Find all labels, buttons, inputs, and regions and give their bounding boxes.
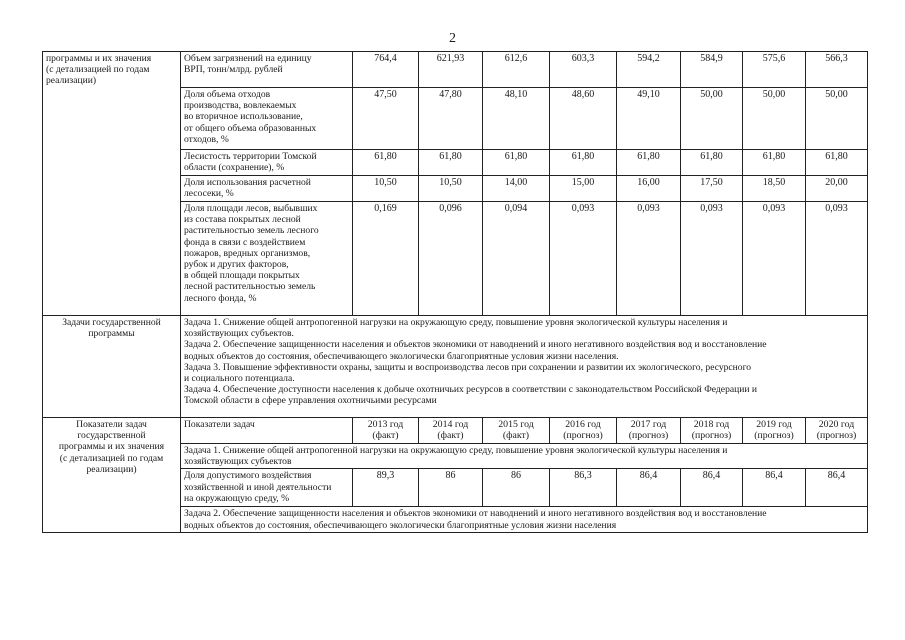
year-kind: (факт): [372, 430, 399, 441]
value-cell: 15,00: [550, 176, 617, 202]
value-cell: 584,9: [681, 52, 743, 88]
column-header-year: [806, 418, 868, 444]
indicator-name: Лесистость территории Томской области (сохранение), %: [181, 150, 353, 176]
section-label-program-indicators: [43, 52, 181, 316]
task-text: Задача 4. Обеспечение доступности населения к добыче охотничьих ресурсов в соответствии с законодательством Российской Федерации и Томской области в сфере управления охотничьими ресурсами: [184, 384, 758, 407]
task-text: Задача 2. Обеспечение защищенности населения и объектов экономики от наводнений и иного негативного воздействия вод и восстановление водных объектов до состояния, обеспечивающего экологически благоприятные условия жизни населения.: [184, 339, 767, 362]
value-cell: 89,3: [353, 469, 419, 507]
value-cell: 0,093: [550, 202, 617, 316]
value-cell: 86,4: [743, 469, 806, 507]
column-header-year: [483, 418, 550, 444]
indicator-name: Объем загрязнений на единицу ВРП, тонн/млрд. рублей: [181, 52, 353, 88]
section-label-tasks: [43, 316, 181, 418]
value-cell: 86: [483, 469, 550, 507]
value-cell: 612,6: [483, 52, 550, 88]
value-cell: 18,50: [743, 176, 806, 202]
value-cell: 0,096: [419, 202, 483, 316]
value-cell: 10,50: [353, 176, 419, 202]
column-header-year: [681, 418, 743, 444]
value-cell: 61,80: [483, 150, 550, 176]
section-label-text: Задачи государственной программы: [62, 317, 161, 340]
task-text: Задача 3. Повышение эффективности охраны, защиты и воспроизводства лесов при сохранении и развитии их экологического, ресурсного и социального потенциала.: [184, 361, 752, 385]
column-header-year: [419, 418, 483, 444]
year-label: 2016 год: [565, 419, 601, 430]
year-label: 2018 год: [693, 419, 730, 430]
column-header-year: [353, 418, 419, 444]
value-cell: 47,80: [419, 88, 483, 150]
section-label-task-indicators: [43, 418, 181, 533]
column-header-indicators: Показатели задач: [181, 418, 353, 444]
tasks-cell: [181, 316, 868, 418]
value-cell: 575,6: [743, 52, 806, 88]
year-kind: (факт): [437, 430, 464, 441]
value-cell: 50,00: [681, 88, 743, 150]
year-kind: (прогноз): [816, 430, 857, 441]
value-cell: 0,093: [617, 202, 681, 316]
value-cell: 86,4: [617, 469, 681, 507]
value-cell: 48,10: [483, 88, 550, 150]
value-cell: 603,3: [550, 52, 617, 88]
value-cell: 566,3: [806, 52, 868, 88]
value-cell: 49,10: [617, 88, 681, 150]
value-cell: 61,80: [353, 150, 419, 176]
value-cell: 20,00: [806, 176, 868, 202]
value-cell: 0,169: [353, 202, 419, 316]
value-cell: 47,50: [353, 88, 419, 150]
value-cell: 621,93: [419, 52, 483, 88]
value-cell: 14,00: [483, 176, 550, 202]
year-kind: (прогноз): [628, 430, 669, 441]
value-cell: 10,50: [419, 176, 483, 202]
value-cell: 61,80: [419, 150, 483, 176]
indicator-name: Доля допустимого воздействия хозяйственной и иной деятельности на окружающую среду, %: [181, 469, 353, 507]
year-label: 2015 год: [498, 419, 534, 430]
value-cell: 594,2: [617, 52, 681, 88]
value-cell: 86: [419, 469, 483, 507]
year-kind: (прогноз): [563, 430, 603, 441]
section-label-text: программы и их значения (с детализацией по годам реализации): [46, 53, 152, 87]
year-kind: (факт): [502, 430, 530, 441]
page-number: 2: [449, 31, 456, 46]
column-header-year: [550, 418, 617, 444]
value-cell: 50,00: [806, 88, 868, 150]
value-cell: 61,80: [806, 150, 868, 176]
year-label: 2020 год: [818, 419, 855, 430]
value-cell: 86,3: [550, 469, 617, 507]
year-label: 2017 год: [630, 419, 667, 430]
year-label: 2019 год: [756, 419, 792, 430]
year-label: 2013 год: [367, 419, 404, 430]
value-cell: 764,4: [353, 52, 419, 88]
year-kind: (прогноз): [754, 430, 794, 441]
value-cell: 50,00: [743, 88, 806, 150]
indicator-name: Доля использования расчетной лесосеки, %: [181, 176, 353, 202]
program-table: [42, 51, 868, 533]
task-text: Задача 1. Снижение общей антропогенной нагрузки на окружающую среду, повышение уровня экологической культуры населения и хозяйствующих субъектов.: [184, 317, 728, 340]
value-cell: 61,80: [681, 150, 743, 176]
section-label-text: Показатели задач государственной программы и их значения (с детализацией по годам реализации): [58, 419, 165, 475]
value-cell: 86,4: [806, 469, 868, 507]
value-cell: 0,093: [681, 202, 743, 316]
task-row: Задача 1. Снижение общей антропогенной нагрузки на окружающую среду, повышение уровня экологической культуры населения и хозяйствующих субъектов: [181, 444, 868, 469]
value-cell: 61,80: [617, 150, 681, 176]
value-cell: 86,4: [681, 469, 743, 507]
indicator-name: Доля площади лесов, выбывших из состава покрытых лесной растительностью земель лесного фонда в связи с воздействием пожаров, вредных организмов, рубок и других факторов, в общей площади покрытых лесной растительностью земель лесного фонда, %: [181, 202, 353, 316]
task-row: Задача 2. Обеспечение защищенности населения и объектов экономики от наводнений и иного негативного воздействия вод и восстановление водных объектов до состояния, обеспечивающего экологически благоприятные условия жизни населения: [181, 507, 868, 532]
value-cell: 17,50: [681, 176, 743, 202]
column-header-year: [743, 418, 806, 444]
value-cell: 0,094: [483, 202, 550, 316]
value-cell: 16,00: [617, 176, 681, 202]
value-cell: 48,60: [550, 88, 617, 150]
value-cell: 0,093: [806, 202, 868, 316]
year-label: 2014 год: [432, 419, 469, 430]
value-cell: 61,80: [743, 150, 806, 176]
value-cell: 0,093: [743, 202, 806, 316]
column-header-year: [617, 418, 681, 444]
year-kind: (прогноз): [691, 430, 732, 441]
value-cell: 61,80: [550, 150, 617, 176]
indicator-name: Доля объема отходов производства, вовлекаемых во вторичное использование, от общего объема образованных отходов, %: [181, 88, 353, 150]
